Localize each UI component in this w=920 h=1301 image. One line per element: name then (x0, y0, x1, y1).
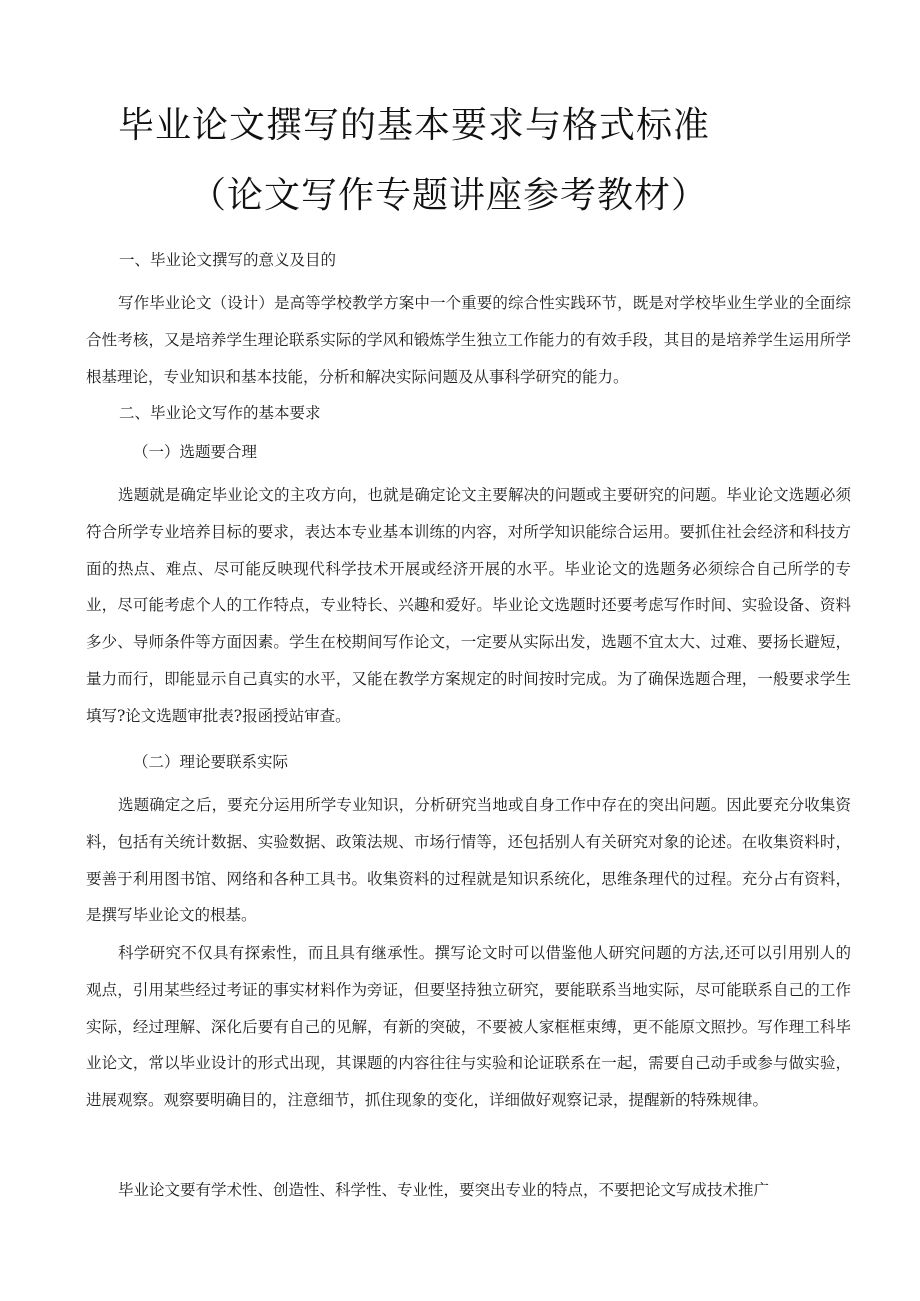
paragraph-theory-practice: 选题确定之后，要充分运用所学专业知识，分析研究当地或自身工作中存在的突出问题。因此要充分收集资料，包括有关统计数据、实验数据、政策法规、市场行情等，还包括别人有关研究对象的论述。在收集资料时，要善于利用图书馆、网络和各种工具书。收集资料的过程就是知识系统化，思维条理代的过程。充分占有资料，是撰写毕业论文的根基。 (86, 796, 851, 925)
document-title: 毕业论文撰写的基本要求与格式标准 (118, 105, 711, 146)
paragraph-purpose: 写作毕业论文（设计）是高等学校教学方案中一个重要的综合性实践环节，既是对学校毕业生学业的全面综合性考核，又是培养学生理论联系实际的学风和锻炼学生独立工作能力的有效手段，其目的是培养学生运用所学根基理论，专业知识和基本技能，分析和解决实际问题及从事科学研究的能力。 (86, 294, 851, 386)
subsection-heading-topic: （一）选题要合理 (133, 443, 258, 461)
subsection-heading-theory-practice: （二）理论要联系实际 (133, 753, 289, 771)
paragraph-topic-selection: 选题就是确定毕业论文的主攻方向，也就是确定论文主要解决的问题或主要研究的问题。毕业论文选题必须符合所学专业培养目标的要求，表达本专业基本训练的内容，对所学知识能综合运用。要抓住社会经济和科技方面的热点、难点、尽可能反映现代科学技术开展或经济开展的水平。毕业论文的选题务必须综合自己所学的专业，尽可能考虑个人的工作特点，专业特长、兴趣和爱好。毕业论文选题时还要考虑写作时间、实验设备、资料多少、导师条件等方面因素。学生在校期间写作论文，一定要从实际出发，选题不宜太大、过难、要扬长避短，量力而行，即能显示自己真实的水平，又能在教学方案规定的时间按时完成。为了确保选题合理，一般要求学生填写?论文选题审批表?报函授站审查。 (86, 486, 851, 725)
paragraph-academic-quality: 毕业论文要有学术性、创造性、科学性、专业性，要突出专业的特点，不要把论文写成技术推广 (118, 1181, 770, 1199)
section-heading-2: 二、毕业论文写作的基本要求 (119, 404, 321, 422)
section-heading-1: 一、毕业论文撰写的意义及目的 (119, 251, 337, 269)
document-subtitle: （论文写作专题讲座参考教材） (190, 175, 709, 216)
paragraph-research: 科学研究不仅具有探索性，而且具有继承性。撰写论文时可以借鉴他人研究问题的方法,还可以引用别人的观点，引用某些经过考证的事实材料作为旁证，但要坚持独立研究，要能联系当地实际，尽可能联系自己的工作实际，经过理解、深化后要有自己的见解，有新的突破，不要被人家框框束缚，更不能原文照抄。写作理工科毕业论文，常以毕业设计的形式出现，其课题的内容往往与实验和论证联系在一起，需要自己动手或参与做实验，进展观察。观察要明确目的，注意细节，抓住现象的变化，详细做好观察记录，提醒新的特殊规律。 (86, 944, 851, 1110)
